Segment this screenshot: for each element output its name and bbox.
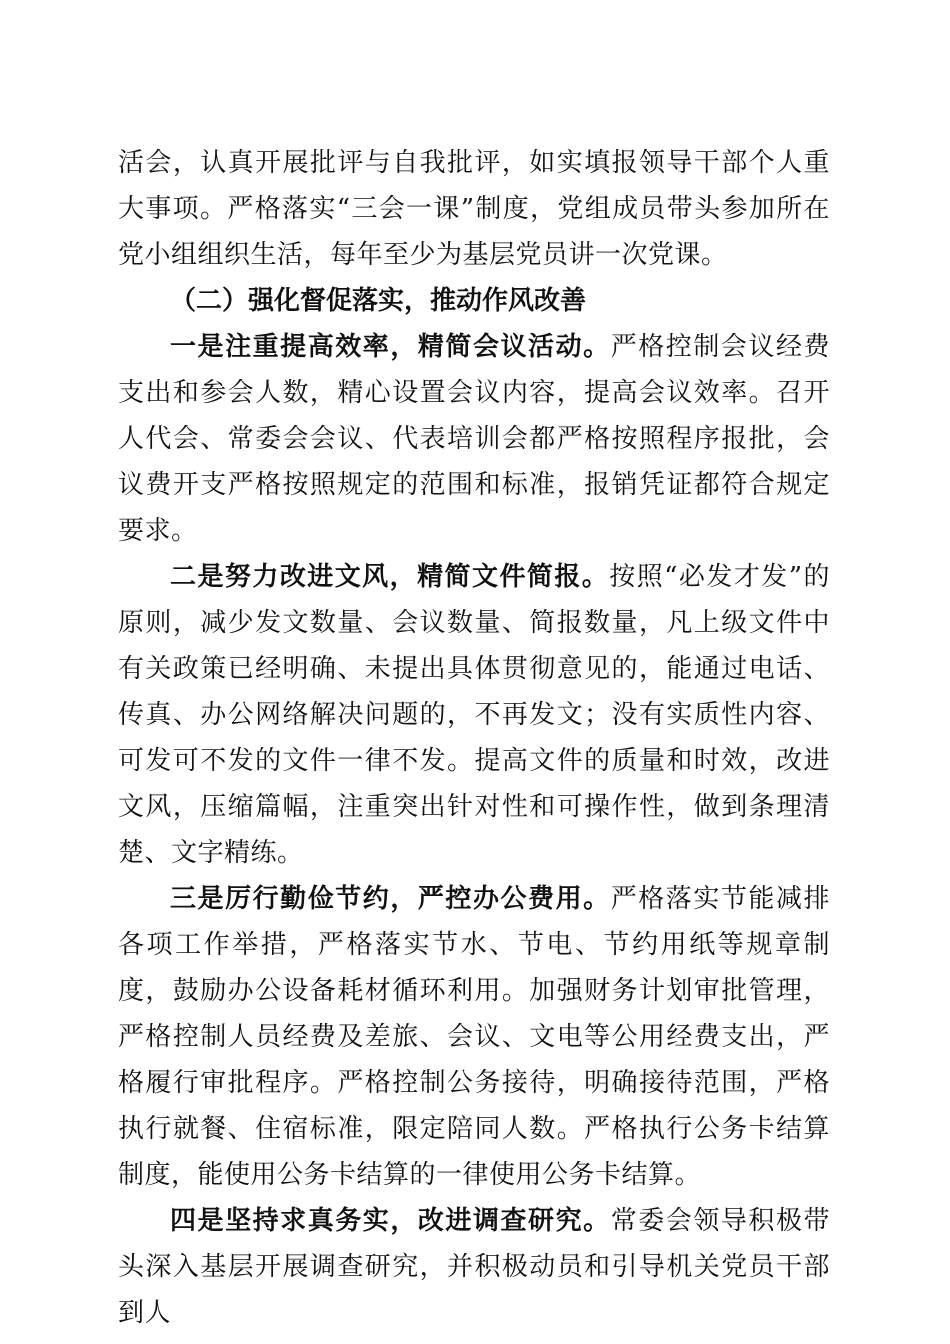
document-body <box>118 140 830 1336</box>
item-lead-2: 二是努力改进文风，精简文件简报。 <box>170 562 610 592</box>
item-body-4: 常委会领导积极带头深入基层开展调查研究，并积极动员和引导机关党员干部到人 <box>118 1206 830 1328</box>
paragraph-text: 活会，认真开展批评与自我批评，如实填报领导干部个人重大事项。严格落实“三会一课”制度，党组成员带头参加所在党小组组织生活，每年至少为基层党员讲一次党课。 <box>118 148 830 270</box>
item-lead-4: 四是坚持求真务实，改进调查研究。 <box>170 1206 611 1236</box>
section-heading <box>118 278 830 324</box>
item-paragraph-3 <box>118 876 830 1198</box>
item-body-3: 严格落实节能减排各项工作举措，严格落实节水、节电、节约用纸等规章制度，鼓励办公设备耗材循环利用。加强财务计划审批管理，严格控制人员经费及差旅、会议、文电等公用经费支出，严格履行审批程序。严格控制公务接待，明确接待范围，严格执行就餐、住宿标准，限定陪同人数。严格执行公务卡结算制度，能使用公务卡结算的一律使用公务卡结算。 <box>118 884 830 1190</box>
section-heading-text: （二）强化督促落实，推动作风改善 <box>170 286 587 316</box>
item-paragraph-2 <box>118 554 830 876</box>
item-body-2: 按照“必发才发”的原则，减少发文数量、会议数量、简报数量，凡上级文件中有关政策已经明确、未提出具体贯彻意见的，能通过电话、传真、办公网络解决问题的，不再发文；没有实质性内容、可发可不发的文件一律不发。提高文件的质量和时效，改进文风，压缩篇幅，注重突出针对性和可操作性，做到条理清楚、文字精练。 <box>118 562 830 868</box>
item-lead-1: 一是注重提高效率，精简会议活动。 <box>170 332 611 362</box>
item-paragraph-1 <box>118 324 830 554</box>
item-body-1: 严格控制会议经费支出和参会人数，精心设置会议内容，提高会议效率。召开人代会、常委会会议、代表培训会都严格按照程序报批，会议费开支严格按照规定的范围和标准，报销凭证都符合规定要求。 <box>118 332 830 546</box>
item-lead-3: 三是厉行勤俭节约，严控办公费用。 <box>170 884 611 914</box>
item-paragraph-4 <box>118 1198 830 1336</box>
paragraph-continued <box>118 140 830 278</box>
